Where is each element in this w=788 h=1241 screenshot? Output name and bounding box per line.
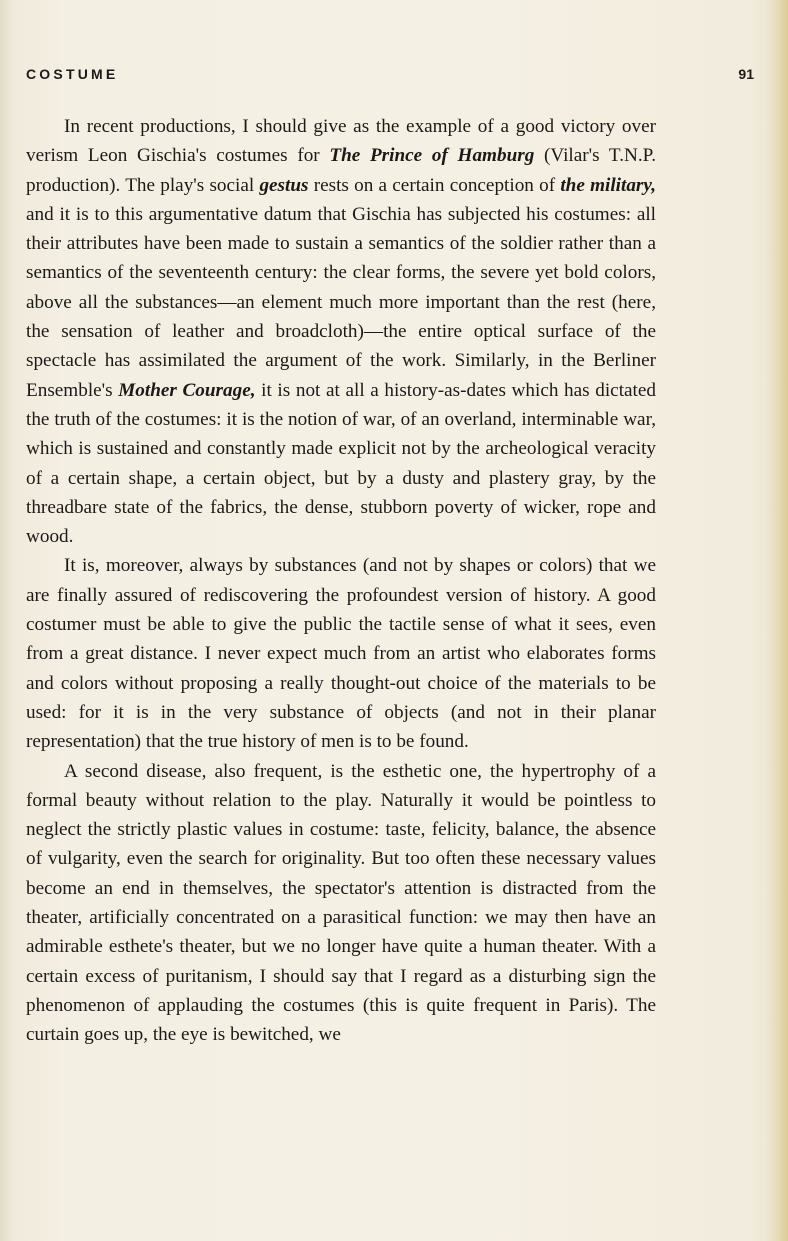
running-title: COSTUME xyxy=(26,66,119,82)
text-segment: (Vilar's T.N.P. production). The play's social xyxy=(26,145,656,196)
italic-phrase: Mother Courage, xyxy=(118,379,256,401)
page-gutter-shadow xyxy=(766,0,788,1241)
text-segment: rests on a certain conception of xyxy=(308,174,561,196)
text-segment: and it is to this argumentative datum that Gischia has subjected his costumes: all their attributes have been made to sustain a semantics of the soldier rather than a semantics of the seventeenth century: the clear forms, the severe yet bold colors, above all the substances—an element much more important than the rest (here, the sensation of leather and broadcloth)—the entire optical surface of the spectacle has assimilated the argument of the work. Similarly, in the Berliner Ensemble's xyxy=(26,203,656,401)
paragraph xyxy=(26,112,656,551)
text-segment: it is not at all a history-as-dates which has dictated the truth of the costumes: it is the notion of war, of an overland, interminable war, which is sustained and constantly made explicit not by the archeological veracity of a certain shape, a certain object, but by a dusty and plastery gray, by the threadbare state of the fabrics, the dense, stubborn poverty of wicker, rope and wood. xyxy=(26,379,656,548)
running-head xyxy=(26,66,754,90)
page-number: 91 xyxy=(738,66,754,82)
italic-phrase: The Prince of Hamburg xyxy=(329,145,535,167)
italic-phrase: gestus xyxy=(259,174,309,196)
paragraph xyxy=(26,551,656,756)
text-segment: It is, moreover, always by substances (and not by shapes or colors) that we are finally assured of rediscovering the profoundest version of history. A good costumer must be able to give the public the tactile sense of what it sees, even from a great distance. I never expect much from an artist who elaborates forms and colors without proposing a really thought-out choice of the materials to be used: for it is in the very substance of objects (and not in their planar representation) that the true history of men is to be found. xyxy=(26,555,656,753)
text-segment: In recent productions, I should give as the example of a good victory over verism Leon Gischia's costumes for xyxy=(26,116,656,167)
body-text xyxy=(26,112,656,1050)
page-left-shadow xyxy=(0,0,14,1241)
text-segment: A second disease, also frequent, is the esthetic one, the hypertrophy of a formal beauty without relation to the play. Naturally it would be pointless to neglect the strictly plastic values in costume: taste, felicity, balance, the absence of vulgarity, even the search for originality. But too often these necessary values become an end in themselves, the spectator's attention is distracted from the theater, artificially concentrated on a parasitical function: we may then have an admirable esthete's theater, but we no longer have quite a human theater. With a certain excess of puritanism, I should say that I regard as a disturbing sign the phenomenon of applauding the costumes (this is quite frequent in Paris). The curtain goes up, the eye is bewitched, we xyxy=(26,760,656,1046)
paragraph xyxy=(26,757,656,1050)
italic-phrase: the military, xyxy=(560,174,657,196)
